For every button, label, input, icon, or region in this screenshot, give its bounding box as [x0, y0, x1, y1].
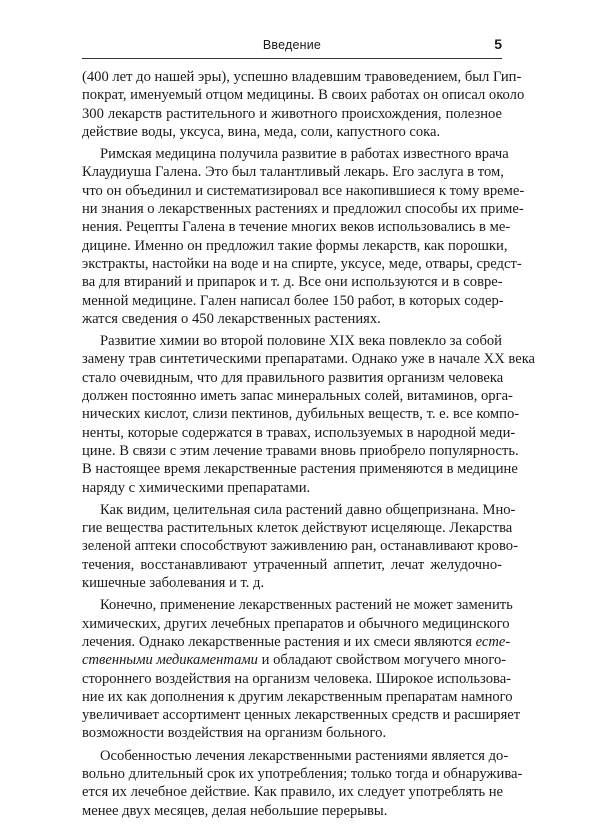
text-line: цине. В связи с этим лечение травами вновь приобрело популярность. — [82, 442, 519, 459]
body-text — [82, 68, 536, 824]
italic-term: есте- — [475, 633, 511, 650]
text-line — [82, 633, 511, 651]
text-line: течения, восстанавливают утраченный аппетит, лечат желудочно- — [82, 556, 502, 573]
text-line: нических кислот, слизи пектинов, дубильных веществ, т. е. все компо- — [82, 406, 520, 423]
text-line: экстракты, настойки на воде и на спирте, уксусе, меде, отвары, средст- — [82, 255, 522, 272]
paragraph — [82, 145, 525, 328]
text-line: Клаудиуша Галена. Это был талантливый лекарь. Его заслуга в том, — [82, 164, 504, 181]
text-line: ется их лечебное действие. Как правило, их следует употреблять не — [82, 784, 504, 801]
text-line: наряду с химическими препаратами. — [82, 479, 311, 496]
text-line — [82, 651, 507, 669]
text-line: В настоящее время лекарственные растения применяются в медицине — [82, 461, 518, 478]
page-number: 5 — [494, 36, 502, 52]
text-line: действие воды, уксуса, вина, меда, соли, капустного сока. — [82, 123, 441, 140]
text-line: ние их как дополнения к другим лекарственным препаратам намного — [82, 688, 513, 705]
text-line: стало очевидным, что для правильного развития организм человека — [82, 369, 504, 386]
paragraph — [82, 332, 536, 497]
text-line: дицине. Именно он предложил такие формы лекарств, как порошки, — [82, 237, 508, 254]
text-line: вольно длительный срок их употребления; только тогда и обнаружива- — [82, 765, 523, 782]
text-line: химических, других лечебных препаратов и обычного медицинского — [82, 615, 510, 632]
text-line: менной медицине. Гален написал более 150 работ, в которых содер- — [82, 292, 504, 309]
paragraph — [82, 501, 518, 592]
text-line: Конечно, применение лекарственных растений не может заменить — [100, 597, 513, 614]
text-line: замену трав синтетическими препаратами. Однако уже в начале XX века — [82, 351, 536, 368]
text-line: гие вещества растительных клеток действуют исцеляюще. Лекарства — [82, 520, 513, 537]
paragraph — [82, 596, 521, 742]
text-line: 300 лекарств растительного и животного происхождения, полезное — [82, 105, 502, 122]
text-line: ненты, которые содержатся в травах, используемых в народной меди- — [82, 424, 516, 441]
paragraph — [82, 747, 523, 820]
text-line: нения. Рецепты Галена в течение многих веков использовались в ме- — [82, 219, 511, 236]
text-line: ни знания о лекарственных растениях и предложил способы их приме- — [82, 201, 524, 218]
text-line: кишечные заболевания и т. д. — [82, 575, 265, 592]
text-line: возможности воздействия на организм больного. — [82, 725, 387, 742]
text-line: ва для втираний и припарок и т. д. Все они используются и в совре- — [82, 274, 503, 291]
text-line: менее двух месяцев, делая небольшие перерывы. — [82, 802, 388, 819]
text-line: что он объединил и систематизировал все накопившиеся к тому време- — [82, 182, 525, 199]
text-line: Римская медицина получила развитие в работах известного врача — [100, 146, 509, 163]
chapter-title: Введение — [262, 38, 322, 52]
italic-term: ственными медикаментами — [82, 652, 258, 669]
text-line: Развитие химии во второй половине XIX века повлекло за собой — [100, 333, 502, 350]
running-header — [82, 34, 502, 59]
text-segment: лечения. Однако лекарственные растения и их смеси являются — [82, 633, 476, 650]
text-segment: и обладают свойством могучего много- — [261, 652, 507, 669]
text-line: зеленой аптеки способствуют заживлению ран, останавливают крово- — [82, 538, 518, 555]
text-line: (400 лет до нашей эры), успешно владевшим травоведением, был Гип- — [82, 69, 522, 85]
text-line: Как видим, целительная сила растений давно общепризнана. Мно- — [100, 501, 516, 518]
text-line: увеличивает ассортимент ценных лекарственных средств и расширяет — [82, 707, 521, 724]
paragraph — [82, 68, 525, 141]
text-line: жатся сведения о 450 лекарственных растениях. — [82, 310, 381, 327]
text-line: пократ, именуемый отцом медицины. В своих работах он описал около — [82, 87, 525, 104]
text-line: стороннего воздействия на организм человека. Широкое использова- — [82, 670, 512, 687]
text-line: должен постоянно иметь запас минеральных солей, витаминов, орга- — [82, 388, 513, 405]
text-line: Особенностью лечения лекарственными растениями является до- — [100, 747, 509, 764]
